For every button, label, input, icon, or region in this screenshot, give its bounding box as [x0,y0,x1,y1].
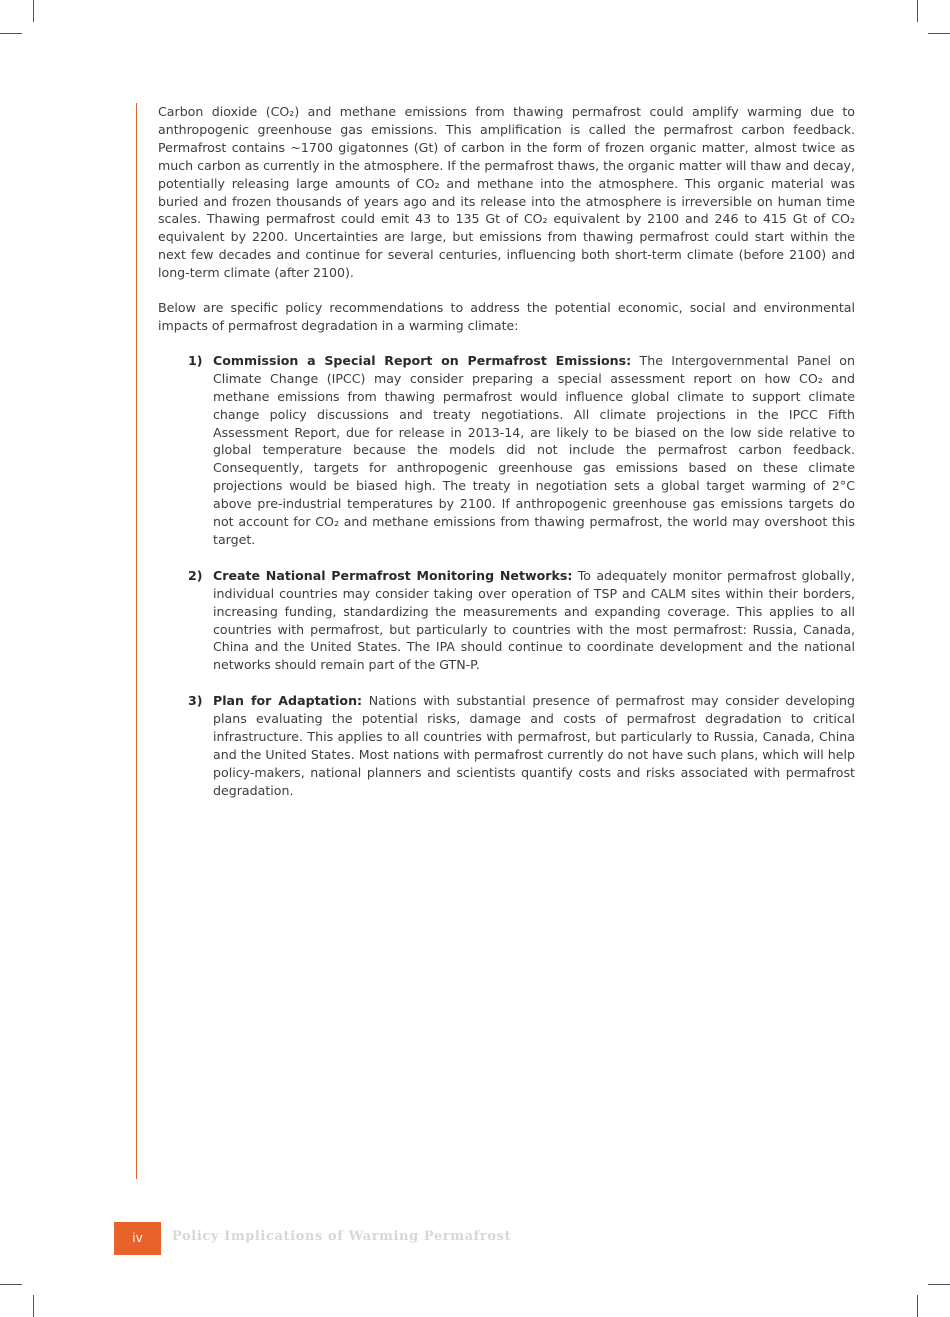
crop-mark-top-left-v [33,0,34,22]
crop-mark-top-right-h [928,33,950,34]
recommendation-text: The Intergovernmental Panel on Climate Change (IPCC) may consider preparing a special assessment report on how CO₂ and methane emissions from thawing permafrost would influence global climate to support climate change policy discussions and treaty negotiations. All climate projections in the IPCC Fifth Assessment Report, due for release in 2013-14, are likely to be biased on the low side relative to global temperature because the models did not include the permafrost carbon feedback. Consequently, targets for anthropogenic greenhouse gas emissions based on these climate projections would be biased high. The treaty in negotiation sets a global target warming of 2°C above pre-industrial temperatures by 2100. If anthropogenic greenhouse gas emissions targets do not account for CO₂ and methane emissions from thawing permafrost, the world may overshoot this target. [213,352,855,547]
intro-paragraph: Carbon dioxide (CO₂) and methane emissions from thawing permafrost could amplify warming due to anthropogenic greenhouse gas emissions. This amplification is called the permafrost carbon feedback. Permafrost contains ~1700 gigatonnes (Gt) of carbon in the form of frozen organic matter, almost twice as much carbon as currently in the atmosphere. If the permafrost thaws, the organic matter will thaw and decay, potentially releasing large amounts of CO₂ and methane into the atmosphere. This organic material was buried and frozen thousands of years ago and its release into the atmosphere is irreversible on human time scales. Thawing permafrost could emit 43 to 135 Gt of CO₂ equivalent by 2100 and 246 to 415 Gt of CO₂ equivalent by 2200. Uncertainties are large, but emissions from thawing permafrost could start within the next few decades and continue for several centuries, influencing both short-term climate (before 2100) and long-term climate (after 2100). [158,104,855,281]
recommendation-number: 2) [188,567,203,583]
running-title: Policy Implications of Warming Permafrost [172,1229,512,1244]
recommendation-text: Nations with substantial presence of permafrost may consider developing plans evaluating the potential risks, damage and costs of permafrost degradation to critical infrastructure. This applies to all countries with permafrost, but particularly to Russia, Canada, China and the United States. Most nations with permafrost currently do not have such plans, which will help policy-makers, national planners and scientists quantify costs and risks associated with permafrost degradation. [213,693,855,798]
recommendation-item [158,567,855,674]
crop-mark-bottom-right-h [928,1284,950,1285]
crop-mark-bottom-right-v [917,1295,918,1317]
crop-mark-top-right-v [917,0,918,22]
crop-mark-bottom-left-v [33,1295,34,1317]
crop-mark-top-left-h [0,33,22,34]
margin-rule [136,103,137,1179]
crop-mark-bottom-left-h [0,1284,22,1285]
page-number-badge: iv [114,1222,161,1255]
recommendation-item [158,692,855,799]
recommendation-title: Plan for Adaptation: [213,693,363,709]
recommendation-number: 1) [188,352,203,368]
lead-in-paragraph: Below are specific policy recommendations to address the potential economic, social and environmental impacts of permafrost degradation in a warming climate: [158,300,855,333]
recommendation-item [158,352,855,549]
page-content [158,103,855,818]
recommendation-title: Commission a Special Report on Permafrost Emissions: [213,352,632,368]
recommendations-list [158,352,855,800]
recommendation-text: To adequately monitor permafrost globally, individual countries may consider taking over operation of TSP and CALM sites within their borders, increasing funding, standardizing the measurements and expanding coverage. This applies to all countries with permafrost, but particularly to countries with the most permafrost: Russia, Canada, China and the United States. The IPA should continue to coordinate development and the national networks should remain part of the GTN-P. [213,567,855,673]
recommendation-title: Create National Permafrost Monitoring Networks: [213,567,573,583]
recommendation-number: 3) [188,693,203,709]
